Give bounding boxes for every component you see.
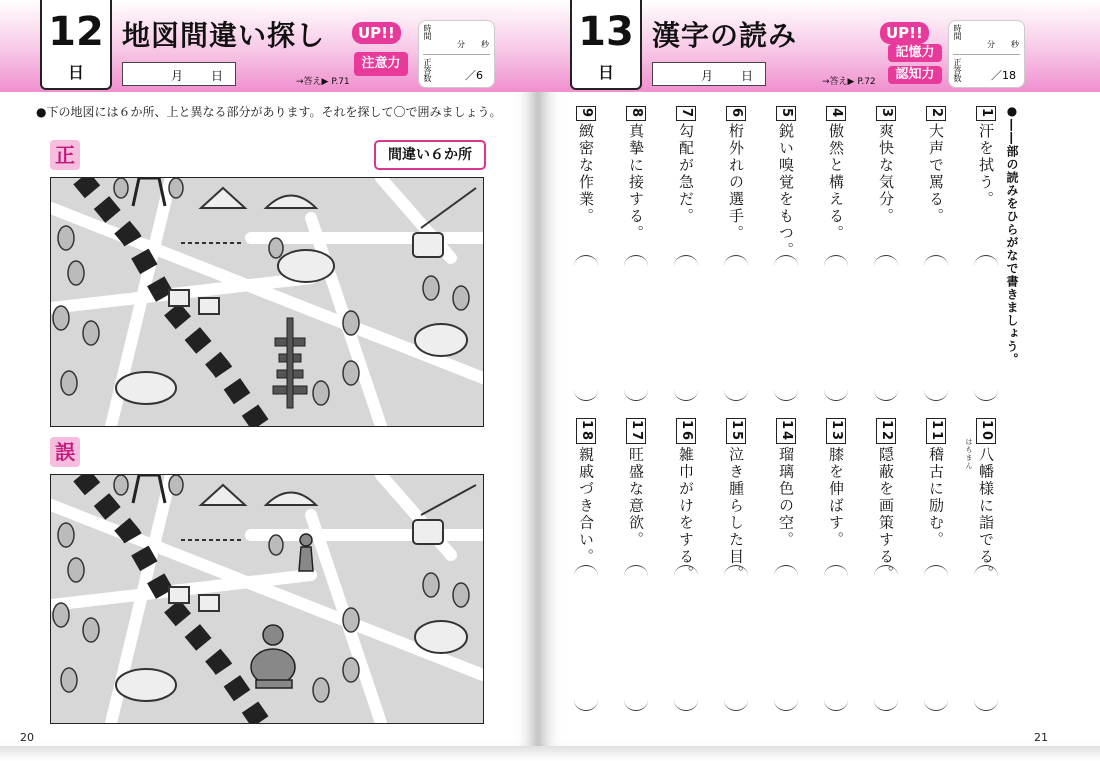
- answer-bracket[interactable]: [624, 565, 648, 576]
- left-skill-attention: 注意力: [354, 52, 408, 76]
- answer-bracket[interactable]: [924, 255, 948, 266]
- question-2-text: 大声で罵る。: [927, 123, 945, 226]
- left-title: 地図間違い探し: [122, 19, 326, 52]
- question-13-text: 膝を伸ばす。: [827, 446, 845, 549]
- right-date-box[interactable]: [652, 62, 766, 86]
- right-score-box: [948, 20, 1025, 88]
- right-score-min: 分: [987, 40, 995, 49]
- question-6: [726, 106, 746, 242]
- question-3: [876, 106, 896, 225]
- map-wrong-drawing: [51, 475, 483, 723]
- left-instruction: ●下の地図には６か所、上と異なる部分があります。それを探して〇で囲みましょう。: [36, 105, 502, 119]
- question-11-text: 稽古に励む。: [927, 446, 945, 549]
- question-16: [676, 418, 696, 582]
- left-header: [0, 0, 538, 92]
- question-12-num: 12: [876, 418, 896, 444]
- question-17-num: 17: [626, 418, 646, 444]
- answer-bracket[interactable]: [774, 700, 798, 711]
- question-1: [976, 106, 996, 208]
- question-13-num: 13: [826, 418, 846, 444]
- question-5-text: 鋭い嗅覚をもつ。: [777, 123, 795, 260]
- answer-bracket[interactable]: [624, 390, 648, 401]
- answer-bracket[interactable]: [724, 255, 748, 266]
- question-17: [626, 418, 646, 548]
- question-16-text: 雑巾がけをする。: [677, 446, 695, 583]
- right-score-divider: [953, 54, 1020, 55]
- book-bottom-edge: [0, 746, 1100, 761]
- question-1-num: 1: [976, 106, 996, 121]
- answer-bracket[interactable]: [924, 700, 948, 711]
- question-7-num: 7: [676, 106, 696, 121]
- right-score-total: ／18: [991, 69, 1016, 82]
- map-correct[interactable]: [50, 177, 484, 427]
- right-score-sec: 秒: [1011, 40, 1019, 49]
- answer-bracket[interactable]: [574, 700, 598, 711]
- left-page: [0, 0, 538, 746]
- furigana-hachiman: はちまん: [965, 438, 973, 470]
- right-date-day: 日: [741, 69, 754, 83]
- question-18: [576, 418, 596, 565]
- answer-bracket[interactable]: [574, 565, 598, 576]
- question-14-num: 14: [776, 418, 796, 444]
- question-6-text: 桁外れの選手。: [727, 123, 745, 243]
- right-day-unit: 日: [597, 63, 614, 82]
- right-skill-memory: 記憶力: [888, 44, 942, 62]
- answer-bracket[interactable]: [874, 700, 898, 711]
- answer-bracket[interactable]: [624, 700, 648, 711]
- question-15: [726, 418, 746, 582]
- left-up-logo: UP!!: [352, 22, 401, 44]
- left-page-number: 20: [20, 731, 34, 744]
- answer-bracket[interactable]: [974, 700, 998, 711]
- answer-bracket[interactable]: [724, 700, 748, 711]
- left-date-box[interactable]: [122, 62, 236, 86]
- question-10: [976, 418, 996, 582]
- answer-bracket[interactable]: [974, 390, 998, 401]
- left-day-unit: 日: [67, 63, 84, 82]
- answer-bracket[interactable]: [824, 565, 848, 576]
- answer-bracket[interactable]: [774, 390, 798, 401]
- right-page-number: 21: [1034, 731, 1048, 744]
- question-4-num: 4: [826, 106, 846, 121]
- answer-bracket[interactable]: [824, 700, 848, 711]
- question-17-text: 旺盛な意欲。: [627, 446, 645, 549]
- right-instruction: ●――部の読みをひらがなで書きましょう。: [1005, 104, 1019, 366]
- left-day-number: 12: [48, 9, 104, 55]
- right-header: [538, 0, 1100, 92]
- answer-bracket[interactable]: [924, 565, 948, 576]
- left-score-time-label: 時間: [423, 24, 432, 40]
- right-up-logo: UP!!: [880, 22, 929, 44]
- question-8-num: 8: [626, 106, 646, 121]
- left-date-month: 月: [171, 69, 184, 83]
- map-wrong[interactable]: [50, 474, 484, 724]
- question-12-text: 隠蔽を画策する。: [877, 446, 895, 583]
- answer-bracket[interactable]: [824, 390, 848, 401]
- right-score-correct-label: 正答数: [953, 58, 962, 82]
- question-2: [926, 106, 946, 225]
- question-9-text: 緻密な作業。: [577, 123, 595, 226]
- question-16-num: 16: [676, 418, 696, 444]
- left-score-box: [418, 20, 495, 88]
- tag-correct: 正: [50, 140, 80, 170]
- question-6-num: 6: [726, 106, 746, 121]
- question-4: [826, 106, 846, 242]
- question-1-text: 汗を拭う。: [977, 123, 995, 209]
- left-score-total: ／6: [465, 69, 483, 82]
- question-12: [876, 418, 896, 582]
- question-9-num: 9: [576, 106, 596, 121]
- left-score-min: 分: [457, 40, 465, 49]
- answer-bracket[interactable]: [824, 255, 848, 266]
- left-day-box: [40, 0, 112, 90]
- answer-bracket[interactable]: [874, 255, 898, 266]
- right-page: [538, 0, 1100, 746]
- right-skill-cognition: 認知力: [888, 66, 942, 84]
- right-answer-ref: →答え▶ P.72: [822, 77, 876, 87]
- question-15-text: 泣き腫らした目。: [727, 446, 745, 583]
- question-9: [576, 106, 596, 225]
- question-14: [776, 418, 796, 548]
- question-10-text: 八幡様に詣でる。: [977, 446, 995, 583]
- answer-bracket[interactable]: [924, 390, 948, 401]
- question-18-text: 親戚づき合い。: [577, 446, 595, 566]
- answer-bracket[interactable]: [674, 255, 698, 266]
- right-score-time-label: 時間: [953, 24, 962, 40]
- diff-count-label: 間違い６か所: [374, 140, 486, 170]
- right-day-number: 13: [578, 9, 634, 55]
- question-18-num: 18: [576, 418, 596, 444]
- answer-bracket[interactable]: [574, 255, 598, 266]
- question-13: [826, 418, 846, 548]
- answer-bracket[interactable]: [674, 390, 698, 401]
- question-11-num: 11: [926, 418, 946, 444]
- answer-bracket[interactable]: [974, 255, 998, 266]
- question-3-num: 3: [876, 106, 896, 121]
- question-7: [676, 106, 696, 225]
- left-score-sec: 秒: [481, 40, 489, 49]
- question-5: [776, 106, 796, 259]
- left-answer-ref: →答え▶ P.71: [296, 77, 350, 87]
- answer-bracket[interactable]: [624, 255, 648, 266]
- left-score-correct-label: 正答数: [423, 58, 432, 82]
- map-correct-drawing: [51, 178, 483, 426]
- right-title: 漢字の読み: [652, 19, 798, 52]
- answer-bracket[interactable]: [574, 390, 598, 401]
- tag-wrong: 誤: [50, 437, 80, 467]
- question-10-num: 10: [976, 418, 996, 444]
- question-15-num: 15: [726, 418, 746, 444]
- question-8: [626, 106, 646, 242]
- right-date-month: 月: [701, 69, 714, 83]
- answer-bracket[interactable]: [724, 390, 748, 401]
- question-14-text: 瑠璃色の空。: [777, 446, 795, 549]
- question-8-text: 真摯に接する。: [627, 123, 645, 243]
- question-2-num: 2: [926, 106, 946, 121]
- question-11: [926, 418, 946, 548]
- question-7-text: 勾配が急だ。: [677, 123, 695, 226]
- left-date-day: 日: [211, 69, 224, 83]
- question-3-text: 爽快な気分。: [877, 123, 895, 226]
- question-4-text: 傲然と構える。: [827, 123, 845, 243]
- question-5-num: 5: [776, 106, 796, 121]
- answer-bracket[interactable]: [674, 700, 698, 711]
- left-score-divider: [423, 54, 490, 55]
- answer-bracket[interactable]: [774, 565, 798, 576]
- answer-bracket[interactable]: [874, 390, 898, 401]
- right-day-box: [570, 0, 642, 90]
